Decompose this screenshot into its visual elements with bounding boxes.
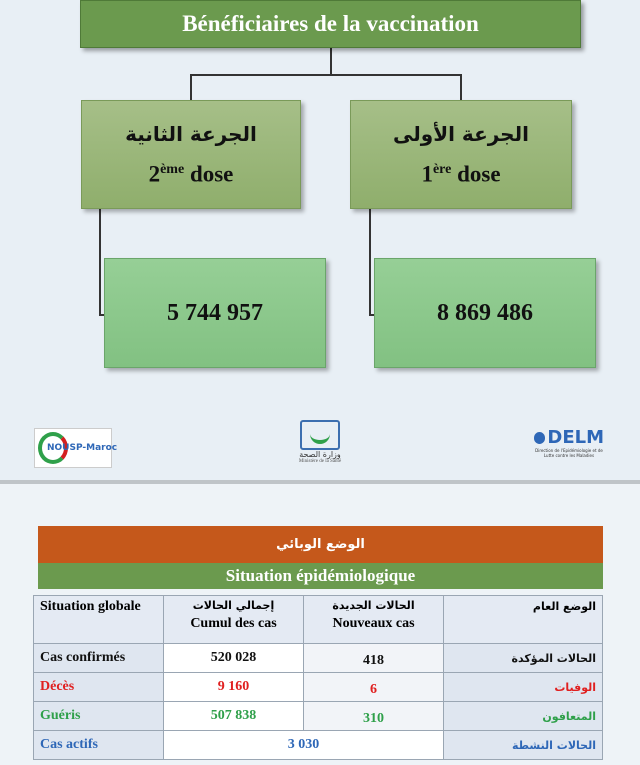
dose2-value-box [104, 258, 326, 368]
header-cumul: إجمالي الحالات Cumul des cas [164, 596, 304, 644]
row-new: 6 [304, 673, 444, 702]
ministry-emblem-icon [300, 420, 340, 450]
row-cumul: 507 838 [164, 702, 304, 731]
table-header-row [34, 596, 603, 644]
row-label-fr: Décès [34, 673, 164, 702]
row-label-ar: الحالات النشطة [444, 731, 603, 760]
row-new: 310 [304, 702, 444, 731]
row-label-fr: Guéris [34, 702, 164, 731]
vaccination-title: Bénéficiaires de la vaccination [80, 0, 581, 48]
connector-dose1-v [369, 209, 371, 315]
row-cumul: 9 160 [164, 673, 304, 702]
row-label-ar: الوفيات [444, 673, 603, 702]
connector-horizontal [190, 74, 462, 76]
dose1-value-box [374, 258, 596, 368]
dose2-box [81, 100, 301, 209]
row-label-ar: الحالات المؤكدة [444, 644, 603, 673]
header-situation-globale: Situation globale [34, 596, 164, 644]
situation-table [33, 595, 603, 760]
dose2-label-ar: الجرعة الثانية [125, 122, 257, 147]
header-general-ar: الوضع العام [444, 596, 603, 644]
table-row [34, 702, 603, 731]
row-label-fr: Cas confirmés [34, 644, 164, 673]
header-nouveaux: الحالات الجديدة Nouveaux cas [304, 596, 444, 644]
delm-logo: DELM Direction de l'Epidémiologie et de Lutte contre les Maladies [535, 427, 604, 458]
nousp-logo: NOUSP-Maroc [34, 428, 112, 468]
situation-title-ar: الوضع الوبائي [38, 526, 603, 563]
connector-left [190, 74, 192, 101]
connector-trunk [330, 48, 332, 75]
row-label-ar: المتعافون [444, 702, 603, 731]
row-new: 418 [304, 644, 444, 673]
dose2-value: 5 744 957 [167, 299, 263, 326]
table-row [34, 731, 603, 760]
dose1-value: 8 869 486 [437, 299, 533, 326]
table-row [34, 673, 603, 702]
situation-title-fr: Situation épidémiologique [38, 563, 603, 589]
table-row [34, 644, 603, 673]
connector-right [460, 74, 462, 101]
delm-globe-icon [534, 432, 545, 444]
ministry-logo: وزارة الصحة Ministère de la Santé [292, 420, 348, 478]
dose1-box [350, 100, 572, 209]
dose2-label-fr: 2ème dose [148, 161, 234, 187]
dose1-label-ar: الجرعة الأولى [393, 122, 529, 147]
row-label-fr: Cas actifs [34, 731, 164, 760]
connector-dose2-v [99, 209, 101, 315]
dose1-label-fr: 1ère dose [421, 161, 501, 187]
row-cumul: 520 028 [164, 644, 304, 673]
row-cumul: 3 030 [164, 731, 444, 760]
